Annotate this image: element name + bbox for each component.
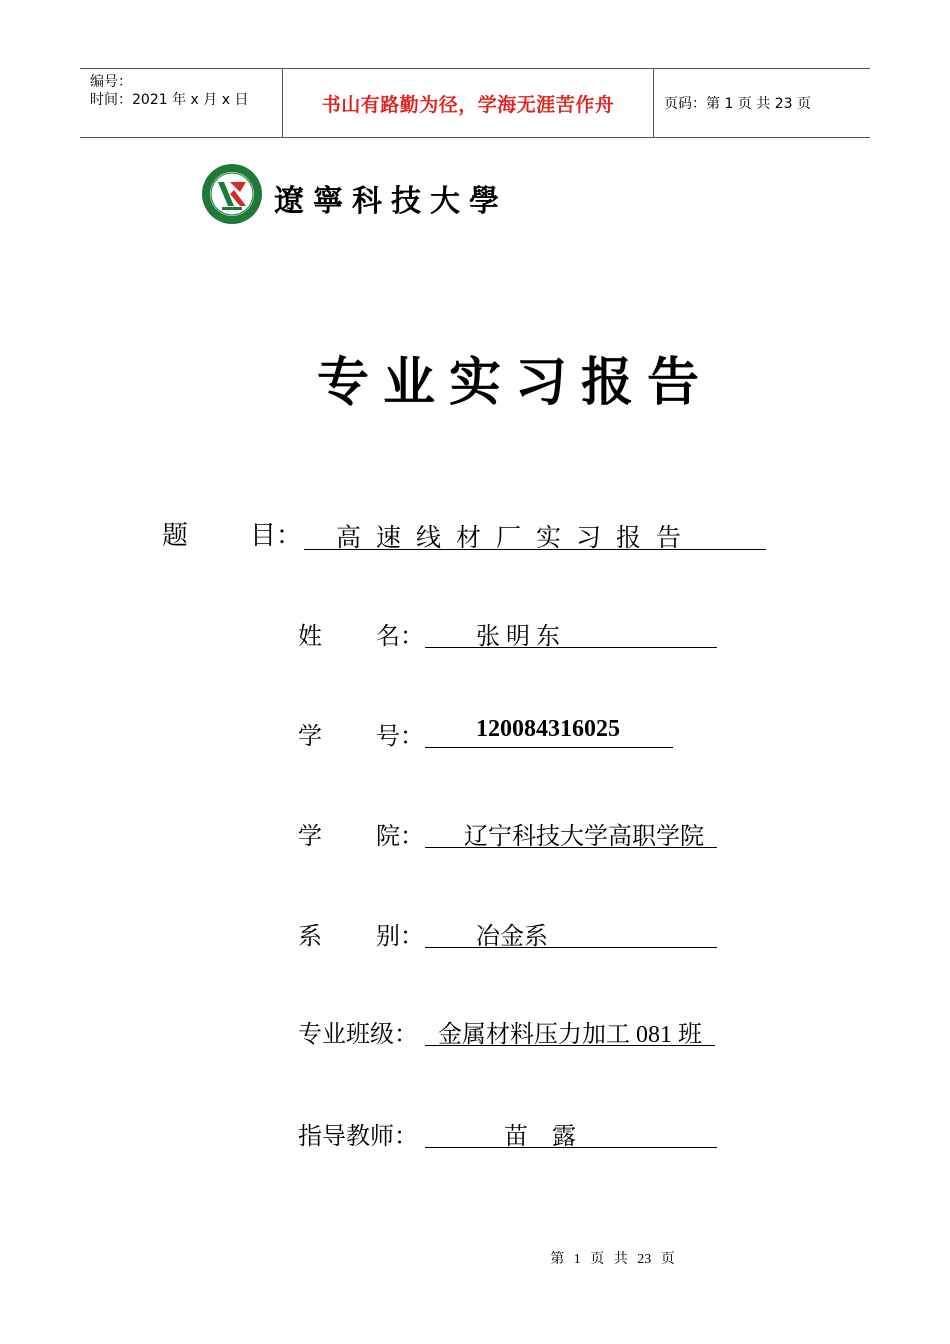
time-label: 时间：2021 年 x 月 x 日	[90, 92, 249, 108]
field-label: 专业班级：	[298, 1022, 418, 1048]
field-value: 张 明 东	[476, 624, 560, 650]
header-page-cell	[654, 69, 870, 137]
number-label: 编号：	[90, 74, 132, 90]
field-label: 指导教师：	[298, 1124, 418, 1150]
university-seal-icon	[200, 162, 264, 226]
topic-label-a: 题	[162, 521, 189, 551]
university-name: 遼寧科技大學	[274, 184, 508, 219]
field-label: 学 院：	[298, 824, 424, 850]
field-underline	[425, 947, 717, 948]
field-value: 苗 露	[504, 1124, 576, 1150]
field-label: 系 别：	[298, 924, 424, 950]
header-meta-cell	[80, 69, 282, 137]
motto-text: 书山有路勤为径，学海无涯苦作舟	[321, 93, 615, 116]
field-value: 冶金系	[476, 924, 548, 950]
page-footer: 第 1 页 共 23 页	[550, 1252, 675, 1267]
field-underline	[425, 647, 717, 648]
header-motto-cell	[282, 69, 654, 137]
field-value: 120084316025	[476, 716, 620, 742]
document-header	[80, 68, 870, 138]
page-label: 页码：第 1 页 共 23 页	[664, 96, 811, 112]
field-value: 辽宁科技大学高职学院	[464, 824, 704, 850]
university-logo	[200, 162, 530, 228]
field-underline	[425, 747, 673, 748]
topic-value: 高速线材厂实习报告	[336, 523, 697, 552]
field-label: 学 号：	[298, 724, 424, 750]
field-label: 姓 名：	[298, 624, 424, 650]
field-value: 金属材料压力加工 081 班	[438, 1022, 702, 1048]
report-title: 专业实习报告	[316, 353, 713, 413]
topic-label-b: 目：	[250, 521, 303, 551]
